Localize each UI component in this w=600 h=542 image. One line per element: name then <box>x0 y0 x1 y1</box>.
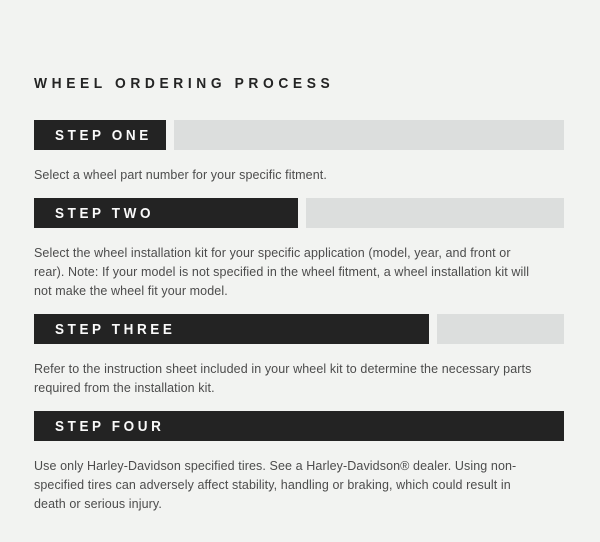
step-two-description: Select the wheel installation kit for your specific application (model, year, and front or rear). Note: If your model is not specified in the wheel fitment, a wheel installation kit will not make the wheel fit your model. <box>34 246 530 298</box>
step-three-label: STEP THREE <box>55 320 176 338</box>
step-three-section <box>34 314 564 398</box>
step-one-description: Select a wheel part number for your specific fitment. <box>34 168 327 182</box>
step-one-label-bar <box>34 120 166 150</box>
step-three-progress-bar <box>34 314 564 344</box>
step-four-label: STEP FOUR <box>55 417 165 435</box>
step-two-label: STEP TWO <box>55 204 155 222</box>
step-three-label-bar <box>34 314 429 344</box>
step-one-progress-bar <box>34 120 564 150</box>
step-one-section <box>34 120 564 185</box>
page-title <box>34 75 564 92</box>
step-four-progress-bar <box>34 411 564 441</box>
step-three-description: Refer to the instruction sheet included in your wheel kit to determine the necessary parts required from the installation kit. <box>34 362 532 395</box>
step-four-description: Use only Harley-Davidson specified tires. See a Harley-Davidson® dealer. Using non-specified tires can adversely affect stability, handling or braking, which could result in death or serious injury. <box>34 459 517 511</box>
step-three-remaining-bar <box>437 314 564 344</box>
step-two-remaining-bar <box>306 198 564 228</box>
step-one-remaining-bar <box>174 120 564 150</box>
step-two-progress-bar <box>34 198 564 228</box>
step-one-label: STEP ONE <box>55 126 152 144</box>
step-four-label-bar <box>34 411 564 441</box>
step-two-section <box>34 198 564 301</box>
page-title-text: WHEEL ORDERING PROCESS <box>34 75 335 92</box>
step-four-section <box>34 411 564 514</box>
step-two-label-bar <box>34 198 298 228</box>
